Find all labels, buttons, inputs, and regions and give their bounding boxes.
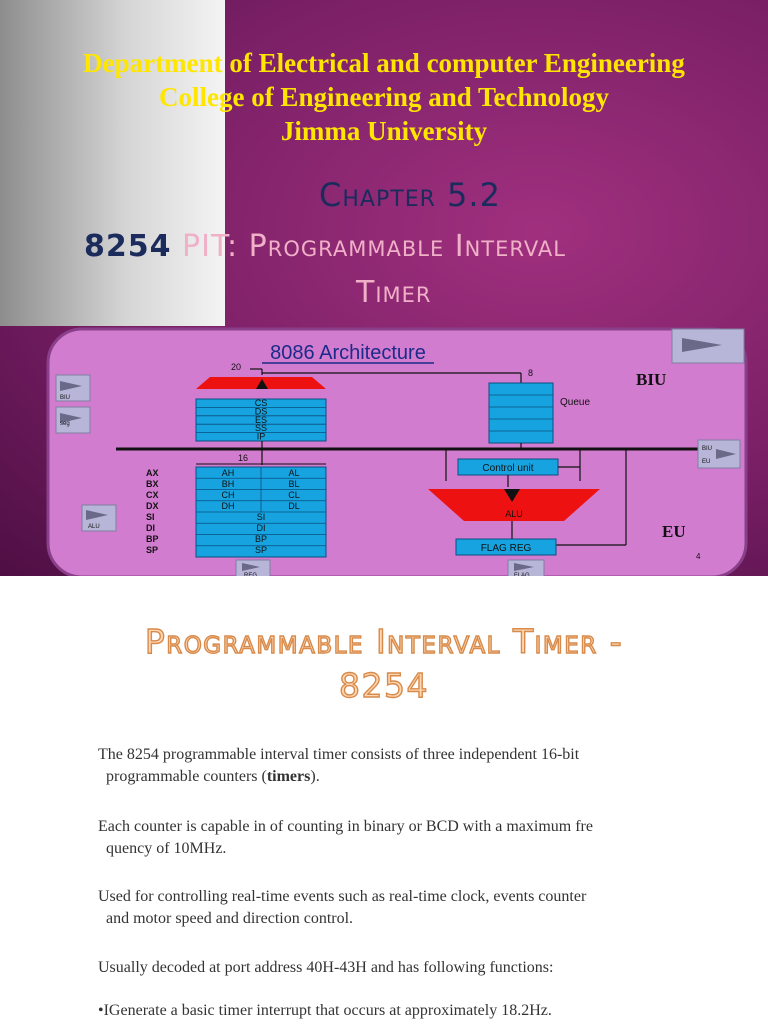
nav-button-label: EU: [702, 459, 711, 465]
department-header: [0, 46, 768, 148]
nav-button-flag[interactable]: [508, 560, 544, 576]
seg-reg-ss: SS: [254, 423, 268, 434]
nav-button-label: FLAG: [514, 573, 530, 576]
paragraph-line: and motor speed and direction control.: [106, 910, 354, 927]
pit-title: [84, 224, 768, 316]
slide-title-line1: Programmable Interval Timer -: [144, 622, 624, 661]
queue-bits: 8: [528, 368, 534, 378]
pit-number: 8254: [84, 229, 172, 264]
queue-block: [489, 383, 553, 443]
paragraph-line: Each counter is capable in of counting in binary or BCD with a maximum fre: [98, 818, 593, 835]
nav-button-biu-eu[interactable]: [698, 440, 740, 468]
reg-cell-dl: DL: [288, 501, 300, 511]
bold-text-timers: timers: [266, 768, 311, 785]
reg-cell-bp: BP: [254, 534, 268, 544]
reg-cell-si: SI: [256, 512, 266, 522]
pit-title-rest: PIT: Programmable Interval: [171, 229, 566, 264]
university-line: Jimma University: [280, 116, 488, 146]
reg-name-ax: AX: [146, 468, 159, 478]
reg-cell-ah: AH: [221, 468, 235, 478]
bullet-item: [98, 1000, 768, 1022]
reg-cell-sp: SP: [254, 545, 268, 555]
page-number: 4: [696, 552, 701, 561]
chapter-title: [0, 176, 768, 214]
reg-cell-cl: CL: [288, 490, 300, 500]
reg-name-si: SI: [146, 512, 155, 522]
architecture-title: 8086 Architecture: [270, 342, 426, 364]
paragraph-line: [98, 766, 768, 788]
nav-button-label: REG: [244, 573, 258, 576]
paragraph-counting: [98, 816, 768, 860]
reg-name-bp: BP: [146, 534, 159, 544]
reg-name-bx: BX: [146, 479, 159, 489]
seg-reg-es: ES: [254, 414, 268, 425]
nav-button-next[interactable]: [672, 329, 744, 363]
text-run: ).: [310, 768, 320, 785]
eu-label: EU: [662, 522, 686, 541]
nav-button-seg[interactable]: [56, 407, 90, 433]
nav-button-biu[interactable]: [56, 375, 90, 401]
alu-label: ALU: [505, 509, 523, 519]
paragraph-line: quency of 10MHz.: [106, 840, 227, 857]
paragraph-counters: [98, 744, 768, 788]
reg-cell-bl: BL: [288, 479, 300, 489]
paragraph-usage: [98, 886, 768, 930]
content-slide: [0, 576, 768, 1024]
bus-width-16: 16: [238, 453, 249, 463]
nav-button-reg[interactable]: [236, 560, 270, 576]
biu-label: BIU: [636, 370, 667, 389]
slide-title: [0, 620, 768, 708]
architecture-diagram: [46, 327, 748, 576]
seg-reg-cs: CS: [254, 398, 268, 408]
control-unit-label: Control unit: [482, 463, 534, 474]
reg-cell-bh: BH: [221, 479, 235, 489]
reg-cell-ch: CH: [221, 490, 235, 500]
chapter-title-text: Chapter 5.2: [319, 176, 501, 214]
reg-name-cx: CX: [146, 490, 159, 500]
segment-register-stack: [196, 398, 326, 442]
seg-reg-ds: DS: [254, 406, 268, 417]
reg-cell-al: AL: [288, 468, 300, 478]
nav-button-label: seg: [60, 421, 70, 427]
nav-button-alu[interactable]: [82, 505, 116, 531]
paragraph-line: Usually decoded at port address 40H-43H and has following functions:: [98, 959, 554, 976]
paragraph-address: [98, 957, 768, 979]
seg-reg-ip: IP: [256, 431, 266, 442]
paragraph-line: Used for controlling real-time events such as real-time clock, events counter: [98, 888, 587, 905]
reg-cell-dh: DH: [221, 501, 235, 511]
reg-name-sp: SP: [146, 545, 159, 555]
department-line: Department of Electrical and computer Engineering: [83, 48, 685, 78]
college-line: College of Engineering and Technology: [158, 82, 610, 112]
slide-title-line2: 8254: [339, 666, 429, 705]
queue-label: Queue: [560, 397, 591, 408]
bus-width-20: 20: [231, 362, 242, 372]
paragraph-line: The 8254 programmable interval timer consists of three independent 16-bit: [98, 746, 580, 763]
text-run: programmable counters (: [106, 768, 267, 785]
pit-title-line2: Timer: [356, 275, 432, 310]
reg-name-di: DI: [146, 523, 155, 533]
nav-button-label: BIU: [702, 446, 713, 452]
architecture-svg: [46, 327, 748, 576]
reg-name-dx: DX: [146, 501, 159, 511]
nav-button-label: BIU: [60, 395, 71, 401]
bullet-line: •IGenerate a basic timer interrupt that occurs at approximately 18.2Hz.: [98, 1002, 552, 1019]
reg-cell-di: DI: [256, 523, 266, 533]
nav-button-label: ALU: [88, 524, 100, 530]
flag-register-label: FLAG REG: [480, 543, 532, 554]
